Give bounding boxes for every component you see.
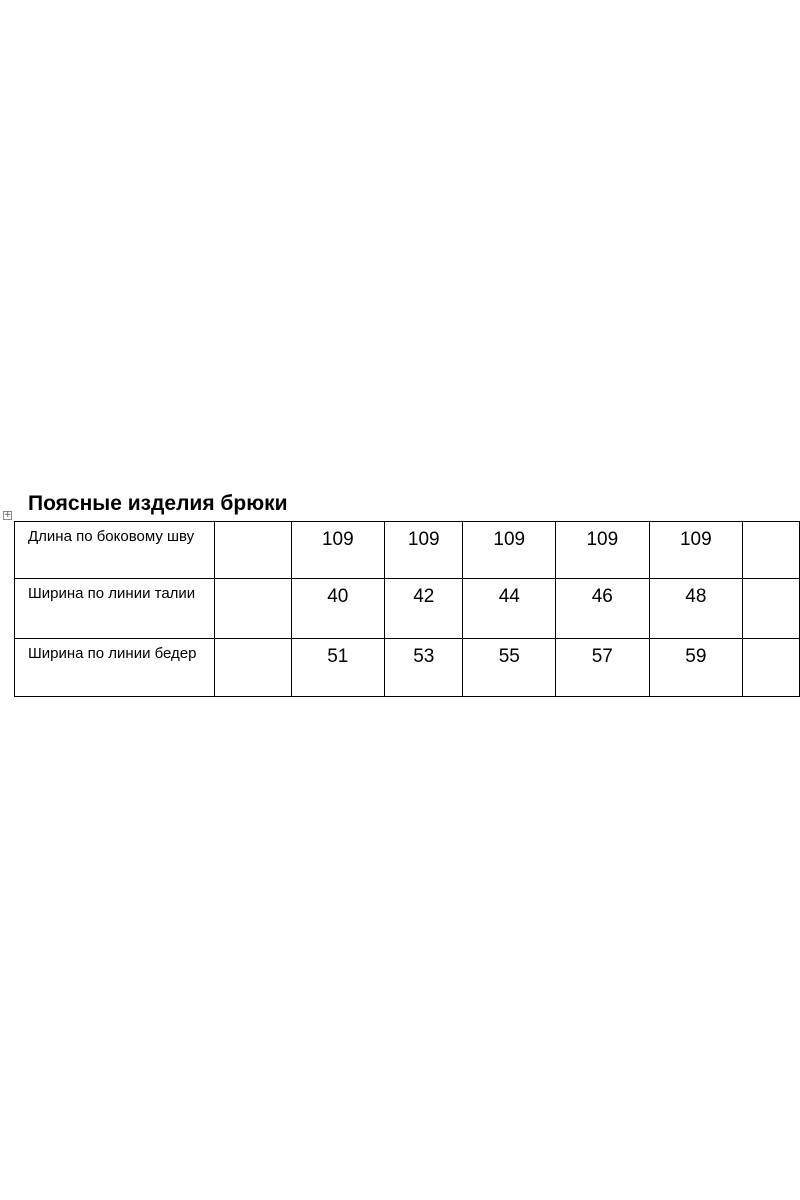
move-cross-icon[interactable]: + <box>4 510 12 520</box>
value-cell: 109 <box>291 522 385 579</box>
table-row <box>15 639 800 697</box>
value-cell: 44 <box>463 579 556 639</box>
value-cell: 55 <box>463 639 556 697</box>
value-cell: 109 <box>463 522 556 579</box>
empty-cell <box>743 579 800 639</box>
value-cell: 48 <box>649 579 743 639</box>
value-cell: 109 <box>556 522 650 579</box>
value-cell: 109 <box>649 522 743 579</box>
row-label-hip-width: Ширина по линии бедер <box>15 639 215 697</box>
empty-cell <box>214 639 291 697</box>
value-cell: 40 <box>291 579 385 639</box>
table-row <box>15 522 800 579</box>
value-cell: 59 <box>649 639 743 697</box>
row-label-side-seam-length: Длина по боковому шву <box>15 522 215 579</box>
value-cell: 109 <box>385 522 463 579</box>
value-cell: 46 <box>556 579 650 639</box>
value-cell: 57 <box>556 639 650 697</box>
value-cell: 53 <box>385 639 463 697</box>
row-label-waist-width: Ширина по линии талии <box>15 579 215 639</box>
table-row <box>15 579 800 639</box>
empty-cell <box>214 522 291 579</box>
page-title: Поясные изделия брюки <box>28 492 288 515</box>
empty-cell <box>214 579 291 639</box>
size-table <box>14 521 800 697</box>
empty-cell <box>743 639 800 697</box>
value-cell: 42 <box>385 579 463 639</box>
value-cell: 51 <box>291 639 385 697</box>
empty-cell <box>743 522 800 579</box>
